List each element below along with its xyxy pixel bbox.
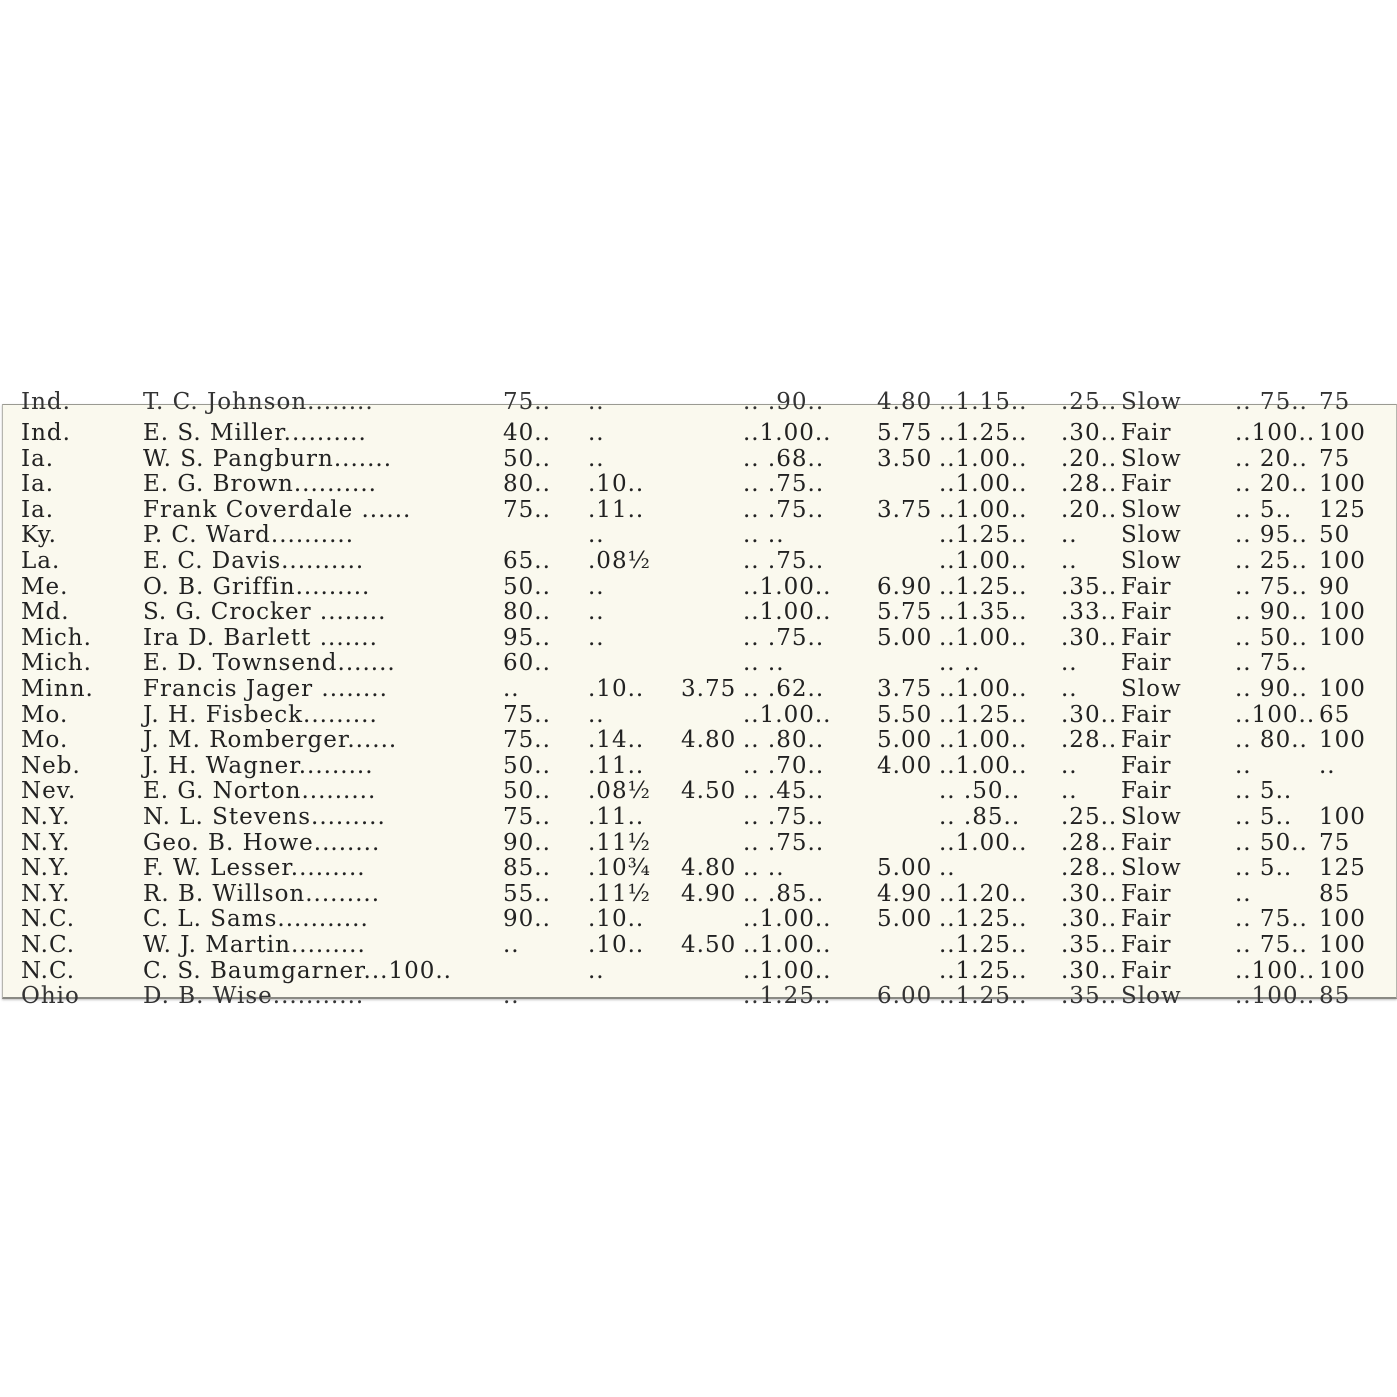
cell-v1: 95.. — [503, 624, 551, 651]
cell-name: F. W. Lesser......... — [143, 855, 366, 882]
cell-name: N. L. Stevens......... — [143, 804, 386, 830]
cell-v8: Fair — [1121, 650, 1172, 677]
cell-v10: 100 — [1319, 676, 1366, 702]
cell-v10: 85 — [1319, 880, 1351, 907]
cell-state: Me. — [21, 573, 69, 600]
cell-v3: 4.80 — [681, 727, 737, 754]
cell-v4: .. .. — [743, 650, 785, 677]
cell-v4: ..1.00.. — [743, 701, 832, 728]
cell-v8: Fair — [1121, 573, 1172, 600]
cell-v2: .08½ — [588, 548, 651, 574]
cell-state: N.Y. — [21, 804, 71, 830]
cell-state: Mich. — [21, 650, 92, 677]
cell-v4: ..1.00.. — [743, 420, 832, 446]
cell-v6: ..1.25.. — [939, 573, 1028, 600]
cell-v2: .10.. — [588, 676, 645, 702]
clipped-row-top: Ind. T. C. Johnson........ 75.. .. .. .90.. 4.80 ..1.15.. .25.. Slow .. 75.. 75 — [21, 389, 1351, 415]
cell-v5: 3.75 — [877, 496, 933, 523]
cell-v5: 4.00 — [877, 752, 933, 779]
cell-v9: .. 80.. — [1235, 727, 1308, 754]
cell-v8: Slow — [1121, 445, 1182, 472]
cell-name: J. H. Wagner......... — [143, 752, 374, 779]
cell-v2: .10.. — [588, 471, 645, 498]
cell-v2: .10.. — [588, 906, 645, 933]
cell-v7: .. — [1061, 676, 1078, 702]
cell-state: N.C. — [21, 957, 76, 984]
cell-v9: ..100.. — [1235, 701, 1316, 728]
cell-v9: .. 75.. — [1235, 573, 1308, 600]
cell-v8: Fair — [1121, 471, 1172, 498]
cell-v9: .. 25.. — [1235, 548, 1308, 574]
cell-v1: .. — [503, 932, 520, 958]
cell-v2: .11.. — [588, 496, 645, 523]
cell-v5: 3.75 — [877, 676, 933, 702]
table-row — [3, 574, 1396, 600]
cell-v2: .11.. — [588, 804, 645, 830]
cell-v4: ..1.00.. — [743, 957, 832, 984]
cell-v9: .. — [1235, 880, 1252, 907]
clipped-row-bottom: Ohio D. B. Wise........... .. ..1.25.. 6.00 ..1.25.. .35.. Slow ..100.. 85 — [21, 983, 1351, 1009]
cell-name: O. B. Griffin......... — [143, 573, 371, 600]
cell-v1: 50.. — [503, 573, 551, 600]
table-row — [3, 548, 1396, 574]
cell-v7: .. — [1061, 522, 1078, 549]
cell-v9: .. 90.. — [1235, 599, 1308, 626]
cell-v1: 85.. — [503, 855, 551, 882]
cell-v2: .11.. — [588, 752, 645, 779]
cell-v3: 4.50 — [681, 932, 737, 958]
cell-v9: .. 20.. — [1235, 471, 1308, 498]
cell-v7: .35.. — [1061, 932, 1118, 958]
cell-v10: 100 — [1319, 804, 1366, 830]
cell-name: S. G. Crocker ........ — [143, 599, 387, 626]
cell-v9: .. 20.. — [1235, 445, 1308, 472]
table-row — [3, 958, 1396, 984]
cell-state: Ia. — [21, 471, 55, 498]
table-row — [3, 830, 1396, 856]
cell-name: W. J. Martin......... — [143, 932, 366, 958]
cell-v1: 75.. — [503, 701, 551, 728]
cell-v8: Fair — [1121, 727, 1172, 754]
cell-v7: .. — [1061, 548, 1078, 574]
cell-v1: .. — [503, 676, 520, 702]
cell-v10: 100 — [1319, 420, 1366, 446]
cell-v6: ..1.35.. — [939, 599, 1028, 626]
cell-v4: .. .70.. — [743, 752, 825, 779]
cell-v3: 4.50 — [681, 778, 737, 805]
table-row — [3, 753, 1396, 779]
cell-v6: ..1.00.. — [939, 445, 1028, 472]
cell-name: E. S. Miller.......... — [143, 420, 367, 446]
cell-v10: .. — [1319, 752, 1336, 779]
cell-v6: ..1.00.. — [939, 829, 1028, 856]
cell-v5: 5.00 — [877, 906, 933, 933]
cell-state: Mo. — [21, 727, 69, 754]
cell-state: Ind. — [21, 420, 71, 446]
cell-v8: Slow — [1121, 522, 1182, 549]
cell-v4: .. .75.. — [743, 804, 825, 830]
cell-v1: 60.. — [503, 650, 551, 677]
cell-v7: .25.. — [1061, 804, 1118, 830]
cell-v4: .. .75.. — [743, 496, 825, 523]
cell-v8: Fair — [1121, 624, 1172, 651]
cell-v6: .. .85.. — [939, 804, 1021, 830]
cell-v7: .28.. — [1061, 727, 1118, 754]
table-row — [3, 446, 1396, 472]
cell-v7: .30.. — [1061, 420, 1118, 446]
table-row — [3, 778, 1396, 804]
table-row — [3, 804, 1396, 830]
cell-v2: .08½ — [588, 778, 651, 805]
cell-v10: 100 — [1319, 624, 1366, 651]
cell-v8: Fair — [1121, 420, 1172, 446]
cell-v4: ..1.00.. — [743, 932, 832, 958]
cell-name: E. C. Davis.......... — [143, 548, 365, 574]
cell-v4: .. .75.. — [743, 471, 825, 498]
cell-v4: ..1.00.. — [743, 599, 832, 626]
cell-name: R. B. Willson......... — [143, 880, 381, 907]
cell-v10: 65 — [1319, 701, 1351, 728]
cell-v6: ..1.25.. — [939, 420, 1028, 446]
cell-name: C. S. Baumgarner...100.. — [143, 957, 452, 984]
cell-v7: .30.. — [1061, 624, 1118, 651]
cell-v9: .. 5.. — [1235, 804, 1293, 830]
cell-v7: .35.. — [1061, 573, 1118, 600]
cell-v4: .. .75.. — [743, 624, 825, 651]
table-row — [3, 676, 1396, 702]
cell-v8: Fair — [1121, 880, 1172, 907]
cell-v8: Slow — [1121, 548, 1182, 574]
cell-v6: ..1.00.. — [939, 471, 1028, 498]
cell-v10: 100 — [1319, 727, 1366, 754]
cell-v2: .. — [588, 522, 605, 549]
cell-v8: Fair — [1121, 752, 1172, 779]
cell-state: Ia. — [21, 496, 55, 523]
cell-v9: ..100.. — [1235, 420, 1316, 446]
cell-v9: .. — [1235, 752, 1252, 779]
cell-v9: .. 5.. — [1235, 496, 1293, 523]
cell-v5: 5.00 — [877, 624, 933, 651]
cell-state: Mich. — [21, 624, 92, 651]
cell-name: Frank Coverdale ...... — [143, 496, 412, 523]
cell-v5: 5.00 — [877, 855, 933, 882]
cell-v3: 3.75 — [681, 676, 737, 702]
cell-name: Geo. B. Howe........ — [143, 829, 381, 856]
cell-state: Md. — [21, 599, 70, 626]
cell-v10: 100 — [1319, 932, 1366, 958]
table-row — [3, 932, 1396, 958]
table-row — [3, 471, 1396, 497]
cell-v6: .. — [939, 855, 956, 882]
cell-v1: 50.. — [503, 445, 551, 472]
cell-v8: Slow — [1121, 804, 1182, 830]
cell-v9: .. 50.. — [1235, 624, 1308, 651]
cell-v8: Fair — [1121, 906, 1172, 933]
cell-v7: .20.. — [1061, 496, 1118, 523]
cell-name: J. M. Romberger...... — [143, 727, 398, 754]
cell-v2: .11½ — [588, 829, 651, 856]
cell-v10: 90 — [1319, 573, 1351, 600]
cell-v6: ..1.25.. — [939, 932, 1028, 958]
cell-v8: Fair — [1121, 599, 1172, 626]
cell-v10: 50 — [1319, 522, 1351, 549]
cell-v10: 100 — [1319, 957, 1366, 984]
cell-v7: .. — [1061, 752, 1078, 779]
cell-v9: .. 75.. — [1235, 932, 1308, 958]
cell-v2: .. — [588, 624, 605, 651]
cell-name: W. S. Pangburn....... — [143, 445, 393, 472]
cell-v1: 50.. — [503, 778, 551, 805]
cell-v9: .. 90.. — [1235, 676, 1308, 702]
table-row — [3, 702, 1396, 728]
cell-v6: ..1.25.. — [939, 906, 1028, 933]
cell-v4: .. .68.. — [743, 445, 825, 472]
cell-v10: 100 — [1319, 471, 1366, 498]
table-row — [3, 625, 1396, 651]
cell-state: N.C. — [21, 932, 76, 958]
cell-v7: .30.. — [1061, 957, 1118, 984]
cell-name: E. G. Brown.......... — [143, 471, 377, 498]
cell-name: E. D. Townsend....... — [143, 650, 396, 677]
cell-state: N.Y. — [21, 829, 71, 856]
cell-v1: 90.. — [503, 829, 551, 856]
cell-v7: .20.. — [1061, 445, 1118, 472]
cell-name: P. C. Ward.......... — [143, 522, 355, 549]
cell-v8: Slow — [1121, 855, 1182, 882]
cell-v2: .. — [588, 957, 605, 984]
cell-v1: 40.. — [503, 420, 551, 446]
cell-v1: 75.. — [503, 496, 551, 523]
cell-v10: 100 — [1319, 906, 1366, 933]
cell-v4: .. .75.. — [743, 829, 825, 856]
cell-v7: .30.. — [1061, 701, 1118, 728]
cell-state: Ky. — [21, 522, 57, 549]
cell-name: J. H. Fisbeck......... — [143, 701, 378, 728]
cell-v1: 80.. — [503, 471, 551, 498]
cell-v8: Fair — [1121, 701, 1172, 728]
table-row — [3, 881, 1396, 907]
cell-v6: ..1.25.. — [939, 957, 1028, 984]
cell-v9: .. 5.. — [1235, 778, 1293, 805]
table-row — [3, 420, 1396, 446]
cell-v8: Fair — [1121, 957, 1172, 984]
cell-v6: ..1.00.. — [939, 624, 1028, 651]
cell-state: Mo. — [21, 701, 69, 728]
table-row — [3, 599, 1396, 625]
cell-v7: .28.. — [1061, 855, 1118, 882]
cell-v1: 75.. — [503, 804, 551, 830]
cell-v5: 5.75 — [877, 420, 933, 446]
cell-v10: 125 — [1319, 496, 1366, 523]
cell-v7: .. — [1061, 650, 1078, 677]
cell-v7: .28.. — [1061, 829, 1118, 856]
table-row — [3, 855, 1396, 881]
cell-v6: ..1.00.. — [939, 548, 1028, 574]
table-row — [3, 727, 1396, 753]
cell-v4: .. .85.. — [743, 880, 825, 907]
cell-v6: ..1.00.. — [939, 752, 1028, 779]
cell-v6: .. .. — [939, 650, 981, 677]
cell-v9: .. 75.. — [1235, 650, 1308, 677]
cell-v1: 75.. — [503, 727, 551, 754]
cell-v1: 80.. — [503, 599, 551, 626]
cell-v6: ..1.00.. — [939, 676, 1028, 702]
cell-state: N.C. — [21, 906, 76, 933]
table-row — [3, 906, 1396, 932]
cell-v2: .10¾ — [588, 855, 651, 882]
cell-v10: 100 — [1319, 548, 1366, 574]
cell-state: La. — [21, 548, 61, 574]
cell-v3: 4.90 — [681, 880, 737, 907]
cell-v6: ..1.00.. — [939, 496, 1028, 523]
cell-v2: .. — [588, 599, 605, 626]
cell-v9: .. 75.. — [1235, 906, 1308, 933]
cell-state: Ia. — [21, 445, 55, 472]
cell-v8: Slow — [1121, 496, 1182, 523]
cell-v5: 5.00 — [877, 727, 933, 754]
cell-v4: .. .45.. — [743, 778, 825, 805]
cell-v1: 65.. — [503, 548, 551, 574]
cell-name: Ira D. Barlett ....... — [143, 624, 378, 651]
cell-v9: ..100.. — [1235, 957, 1316, 984]
cell-name: E. G. Norton......... — [143, 778, 377, 805]
cell-v5: 5.50 — [877, 701, 933, 728]
table-row — [3, 522, 1396, 548]
cell-v1: 55.. — [503, 880, 551, 907]
cell-v4: ..1.00.. — [743, 573, 832, 600]
cell-v7: .33.. — [1061, 599, 1118, 626]
cell-v7: .30.. — [1061, 906, 1118, 933]
cell-state: N.Y. — [21, 880, 71, 907]
cell-v2: .14.. — [588, 727, 645, 754]
cell-name: Francis Jager ........ — [143, 676, 388, 702]
cell-v5: 4.90 — [877, 880, 933, 907]
cell-v5: 6.90 — [877, 573, 933, 600]
cell-v2: .. — [588, 573, 605, 600]
cell-v5: 3.50 — [877, 445, 933, 472]
cell-v3: 4.80 — [681, 855, 737, 882]
newspaper-clipping — [2, 389, 1397, 1009]
cell-v6: ..1.20.. — [939, 880, 1028, 907]
cell-v9: .. 5.. — [1235, 855, 1293, 882]
cell-v6: ..1.25.. — [939, 701, 1028, 728]
cell-v2: .11½ — [588, 880, 651, 907]
cell-v10: 75 — [1319, 829, 1351, 856]
cell-v2: .10.. — [588, 932, 645, 958]
cell-v9: .. 95.. — [1235, 522, 1308, 549]
cell-v4: .. .. — [743, 522, 785, 549]
cell-v6: ..1.00.. — [939, 727, 1028, 754]
cell-v10: 125 — [1319, 855, 1366, 882]
cell-v8: Fair — [1121, 932, 1172, 958]
cell-v2: .. — [588, 445, 605, 472]
cell-v2: .. — [588, 420, 605, 446]
cell-v8: Slow — [1121, 676, 1182, 702]
cell-v4: .. .62.. — [743, 676, 825, 702]
cell-state: Minn. — [21, 676, 94, 702]
cell-v8: Fair — [1121, 829, 1172, 856]
cell-v1: 90.. — [503, 906, 551, 933]
cell-v4: .. .. — [743, 855, 785, 882]
cell-v1: 50.. — [503, 752, 551, 779]
cell-state: Neb. — [21, 752, 81, 779]
cell-v6: ..1.25.. — [939, 522, 1028, 549]
cell-v7: .. — [1061, 778, 1078, 805]
cell-v7: .28.. — [1061, 471, 1118, 498]
table-row — [3, 497, 1396, 523]
cell-v7: .30.. — [1061, 880, 1118, 907]
cell-name: C. L. Sams........... — [143, 906, 369, 933]
cell-v6: .. .50.. — [939, 778, 1021, 805]
cell-v10: 75 — [1319, 445, 1351, 472]
cell-v9: .. 50.. — [1235, 829, 1308, 856]
cell-state: Nev. — [21, 778, 77, 805]
table-row — [3, 650, 1396, 676]
cell-v4: .. .80.. — [743, 727, 825, 754]
cell-v2: .. — [588, 701, 605, 728]
cell-v4: .. .75.. — [743, 548, 825, 574]
cell-v4: ..1.00.. — [743, 906, 832, 933]
cell-v10: 100 — [1319, 599, 1366, 626]
cell-v5: 5.75 — [877, 599, 933, 626]
cell-state: N.Y. — [21, 855, 71, 882]
cell-v8: Fair — [1121, 778, 1172, 805]
